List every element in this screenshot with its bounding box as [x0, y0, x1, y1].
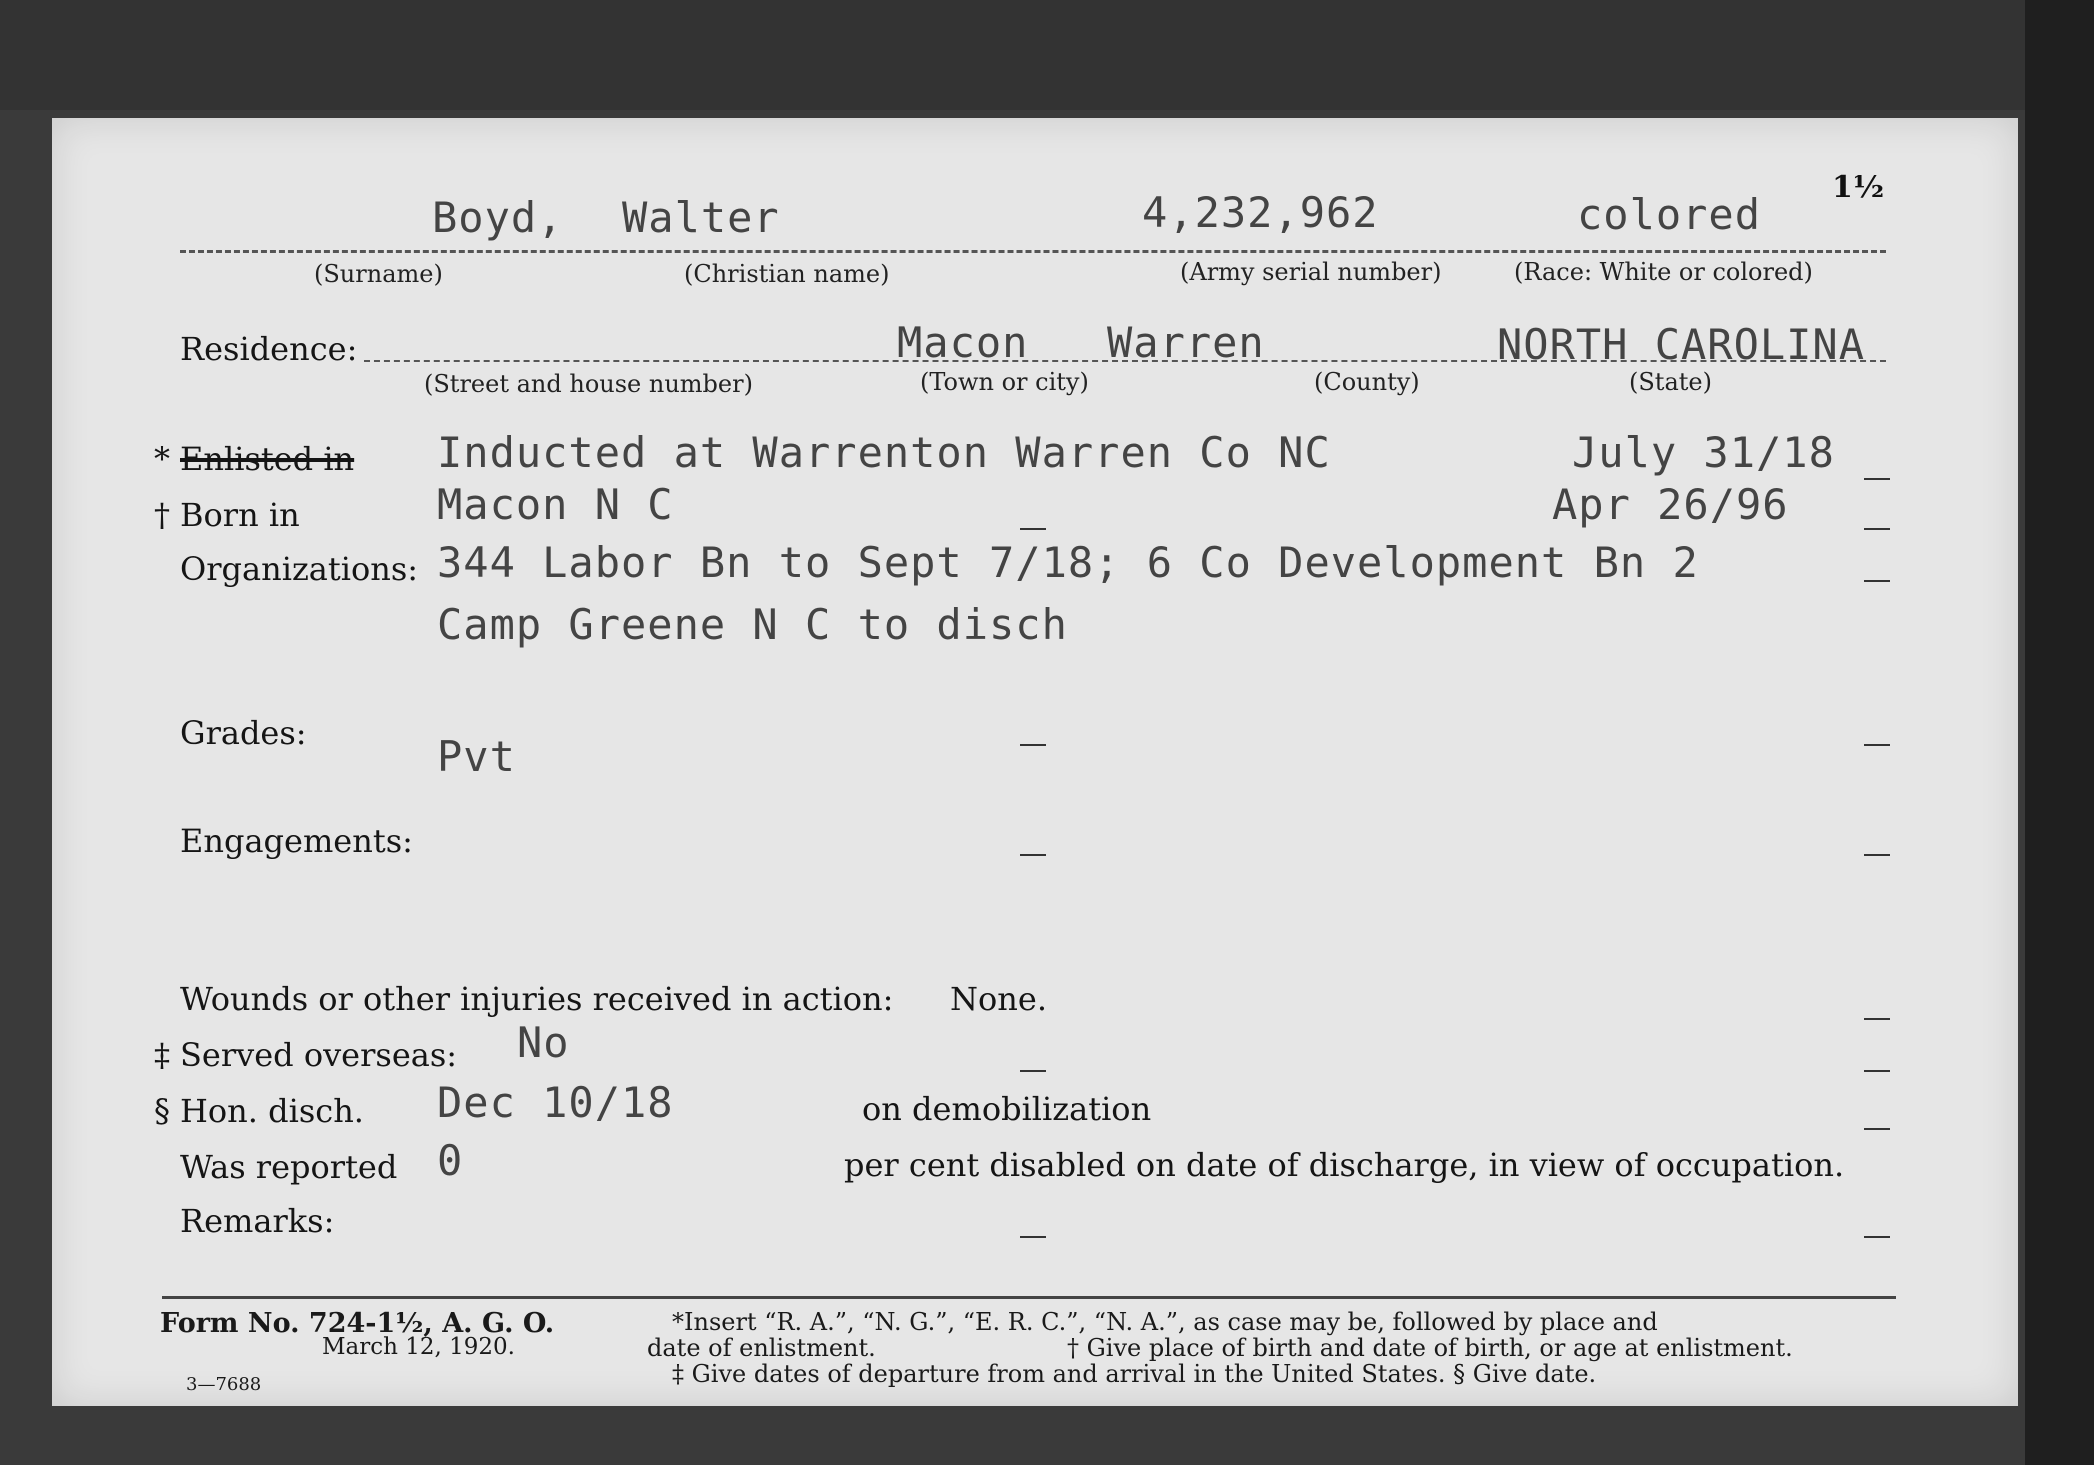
serial-number-value: 4,232,962 [1142, 188, 1379, 237]
footnote-birth: † Give place of birth and date of birth, or age at enlistment. [1067, 1334, 1793, 1362]
residence-state: NORTH CAROLINA [1497, 320, 1866, 369]
form-code: 3—7688 [186, 1374, 262, 1395]
born-value: Macon N C [437, 480, 674, 529]
margin-dash-born [1864, 528, 1890, 530]
grades-value: Pvt [437, 732, 516, 781]
enlisted-value: Inducted at Warrenton Warren Co NC [437, 428, 1331, 477]
residence-county: Warren [1107, 318, 1265, 367]
born-label: Born in [180, 496, 300, 534]
enlisted-label: Enlisted in [180, 440, 355, 478]
reported-suffix: per cent disabled on date of discharge, in view of occupation. [844, 1146, 1845, 1184]
reported-value: 0 [437, 1136, 464, 1185]
discharge-suffix: on demobilization [862, 1090, 1152, 1128]
margin-dash-grades-mid [1020, 744, 1046, 746]
reported-label: Was reported [180, 1148, 398, 1186]
margin-dash-overseas-mid [1020, 1070, 1046, 1072]
margin-dash-wounds [1864, 1018, 1890, 1020]
engagements-label: Engagements: [180, 822, 413, 860]
race-caption: (Race: White or colored) [1514, 258, 1813, 286]
margin-dash-grades [1864, 744, 1890, 746]
margin-dash-engagements [1864, 854, 1890, 856]
race-value: colored [1577, 190, 1762, 239]
margin-dash-overseas [1864, 1070, 1890, 1072]
margin-dash-discharge [1864, 1128, 1890, 1130]
footnote-insert: *Insert “R. A.”, “N. G.”, “E. R. C.”, “N. A.”, as case may be, followed by place and [672, 1308, 1658, 1336]
margin-dash-engagements-mid [1020, 854, 1046, 856]
margin-dash-born-mid [1020, 528, 1046, 530]
enlisted-marker: * [154, 440, 170, 478]
footnote-enlistment: date of enlistment. [647, 1334, 876, 1362]
form-date: March 12, 1920. [322, 1334, 515, 1360]
enlisted-date: July 31/18 [1572, 428, 1835, 477]
header-rule [180, 250, 1886, 253]
serial-caption: (Army serial number) [1180, 258, 1442, 286]
residence-label: Residence: [180, 330, 358, 368]
scan-background-right [2025, 0, 2094, 1465]
margin-dash-organizations [1864, 580, 1890, 582]
residence-town: Macon [897, 318, 1029, 367]
footnote-overseas: ‡ Give dates of departure from and arrival in the United States. § Give date. [672, 1360, 1597, 1388]
margin-dash-remarks [1864, 1236, 1890, 1238]
wounds-value: None. [950, 980, 1047, 1018]
record-card [52, 118, 2018, 1406]
county-caption: (County) [1314, 368, 1420, 396]
town-caption: (Town or city) [920, 368, 1089, 396]
organizations-line2: Camp Greene N C to disch [437, 600, 1068, 649]
grades-label: Grades: [180, 714, 307, 752]
remarks-label: Remarks: [180, 1202, 335, 1240]
overseas-marker: ‡ [154, 1036, 170, 1074]
discharge-marker: § [154, 1092, 170, 1130]
margin-dash-remarks-mid [1020, 1236, 1046, 1238]
surname-value: Boyd, [432, 193, 564, 242]
christian-name-value: Walter [622, 193, 780, 242]
overseas-label: Served overseas: [180, 1036, 458, 1074]
discharge-label: Hon. disch. [180, 1092, 364, 1130]
street-caption: (Street and house number) [424, 370, 753, 398]
margin-dash-enlisted [1864, 478, 1890, 480]
discharge-value: Dec 10/18 [437, 1078, 674, 1127]
born-marker: † [154, 496, 170, 534]
state-caption: (State) [1629, 368, 1712, 396]
born-date: Apr 26/96 [1552, 480, 1789, 529]
form-number: Form No. 724-1½, A. G. O. [160, 1308, 555, 1339]
christian-name-caption: (Christian name) [684, 260, 890, 288]
corner-number: 1½ [1832, 170, 1885, 205]
organizations-label: Organizations: [180, 550, 419, 588]
footer-rule [162, 1296, 1896, 1299]
wounds-label: Wounds or other injuries received in action: [180, 980, 894, 1018]
surname-caption: (Surname) [314, 260, 443, 288]
organizations-line1: 344 Labor Bn to Sept 7/18; 6 Co Development Bn 2 [437, 538, 1699, 587]
scan-background-top [0, 0, 2094, 110]
overseas-value: No [517, 1018, 570, 1067]
